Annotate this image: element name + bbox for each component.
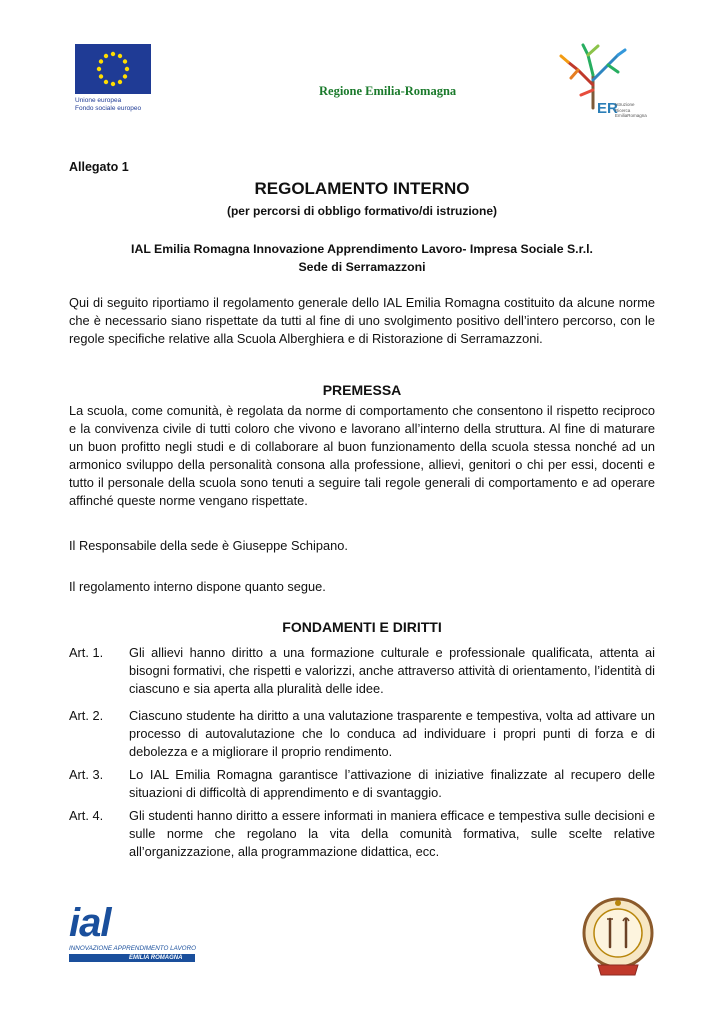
allegato-label: Allegato 1 bbox=[69, 160, 129, 174]
article-number: Art. 1. bbox=[69, 645, 104, 660]
eu-caption-line1: Unione europea bbox=[75, 97, 122, 104]
article-4 bbox=[69, 807, 655, 861]
article-number: Art. 3. bbox=[69, 767, 104, 782]
article-text: Gli allievi hanno diritto a una formazione culturale e professionale qualificata, attenta ai bisogni formativi, che rispetti e valorizzi, anche attraverso attività di orientamento, l’identità di ciascuno e sia aperta alla pluralità delle idee. bbox=[129, 645, 655, 696]
er-sub-1: Istruzione bbox=[615, 102, 635, 107]
scuola-alberghiera-seal-icon bbox=[580, 895, 656, 979]
ial-band: EMILIA ROMAGNA bbox=[69, 954, 195, 962]
ial-wordmark: ial bbox=[69, 901, 111, 945]
ial-tagline: INNOVAZIONE APPRENDIMENTO LAVORO bbox=[69, 945, 197, 952]
ial-logo bbox=[69, 901, 199, 965]
organization-name: IAL Emilia Romagna Innovazione Apprendimento Lavoro- Impresa Sociale S.r.l. bbox=[131, 242, 593, 256]
er-logo bbox=[553, 40, 655, 120]
regione-text: Regione Emilia-Romagna bbox=[319, 83, 457, 98]
article-text: Lo IAL Emilia Romagna garantisce l’attivazione di iniziative finalizzate al recupero delle situazioni di difficoltà di apprendimento e di svantaggio. bbox=[129, 767, 655, 800]
article-2 bbox=[69, 707, 655, 761]
eu-flag-icon bbox=[75, 44, 151, 94]
eu-logo bbox=[75, 44, 153, 114]
article-text: Ciascuno studente ha diritto a una valutazione trasparente e tempestiva, volta ad attivare un processo di autovalutazione che lo conduca ad individuare i propri punti di forza e di debolezza e a migliorare il proprio rendimento. bbox=[129, 708, 655, 759]
organization-site: Sede di Serramazzoni bbox=[298, 260, 426, 274]
er-subtitle bbox=[615, 102, 655, 119]
dispone-paragraph: Il regolamento interno dispone quanto segue. bbox=[69, 579, 326, 594]
fondamenti-heading: FONDAMENTI E DIRITTI bbox=[282, 619, 442, 635]
er-sub-2: Ricerca bbox=[615, 107, 631, 113]
document-title: REGOLAMENTO INTERNO bbox=[254, 179, 470, 198]
article-number: Art. 4. bbox=[69, 808, 104, 823]
article-number: Art. 2. bbox=[69, 708, 104, 723]
article-3 bbox=[69, 766, 655, 802]
responsabile-paragraph: Il Responsabile della sede è Giuseppe Schipano. bbox=[69, 538, 348, 553]
premessa-paragraph: La scuola, come comunità, è regolata da norme di comportamento che consentono il rispetto reciproco e la convivenza civile di tutti coloro che vivono e lavorano all’interno della struttura. Al fine di maturare un buon profitto negli studi e di collaborare al buon funzionamento della scuola stessa nonché ad un armonico sviluppo della personalità consona alla professione, allievi, genitori o chi per essi, docenti e tutto il personale della scuola sono tenuti a seguire tali regole generali di comportamento e ad operare affinché queste norme vengano rispettate. bbox=[69, 403, 655, 508]
article-1 bbox=[69, 644, 655, 698]
eu-caption-line2: Fondo sociale europeo bbox=[75, 104, 142, 112]
tree-icon bbox=[553, 40, 633, 110]
er-sub-3: EmiliaRomagna bbox=[615, 113, 647, 118]
article-text: Gli studenti hanno diritto a essere informati in maniera efficace e tempestiva sulle decisioni e sulle norme che regolano la vita della comunità formativa, sulle scelte relative all’organizzazione, alla programmazione didattica, ecc. bbox=[129, 808, 655, 859]
organization-block bbox=[0, 240, 724, 276]
regione-logo bbox=[315, 82, 457, 100]
document-subtitle: (per percorsi di obbligo formativo/di istruzione) bbox=[226, 204, 498, 218]
intro-paragraph: Qui di seguito riportiamo il regolamento generale dello IAL Emilia Romagna costituito da alcune norme che è necessario siano rispettate da tutti al fine di uno svolgimento positivo dell’intero percorso, con le regole specifiche relative alla Scuola Alberghiera e di Ristorazione di Serramazzoni. bbox=[69, 295, 655, 346]
er-letters: ER bbox=[597, 100, 618, 117]
premessa-heading: PREMESSA bbox=[322, 382, 402, 398]
